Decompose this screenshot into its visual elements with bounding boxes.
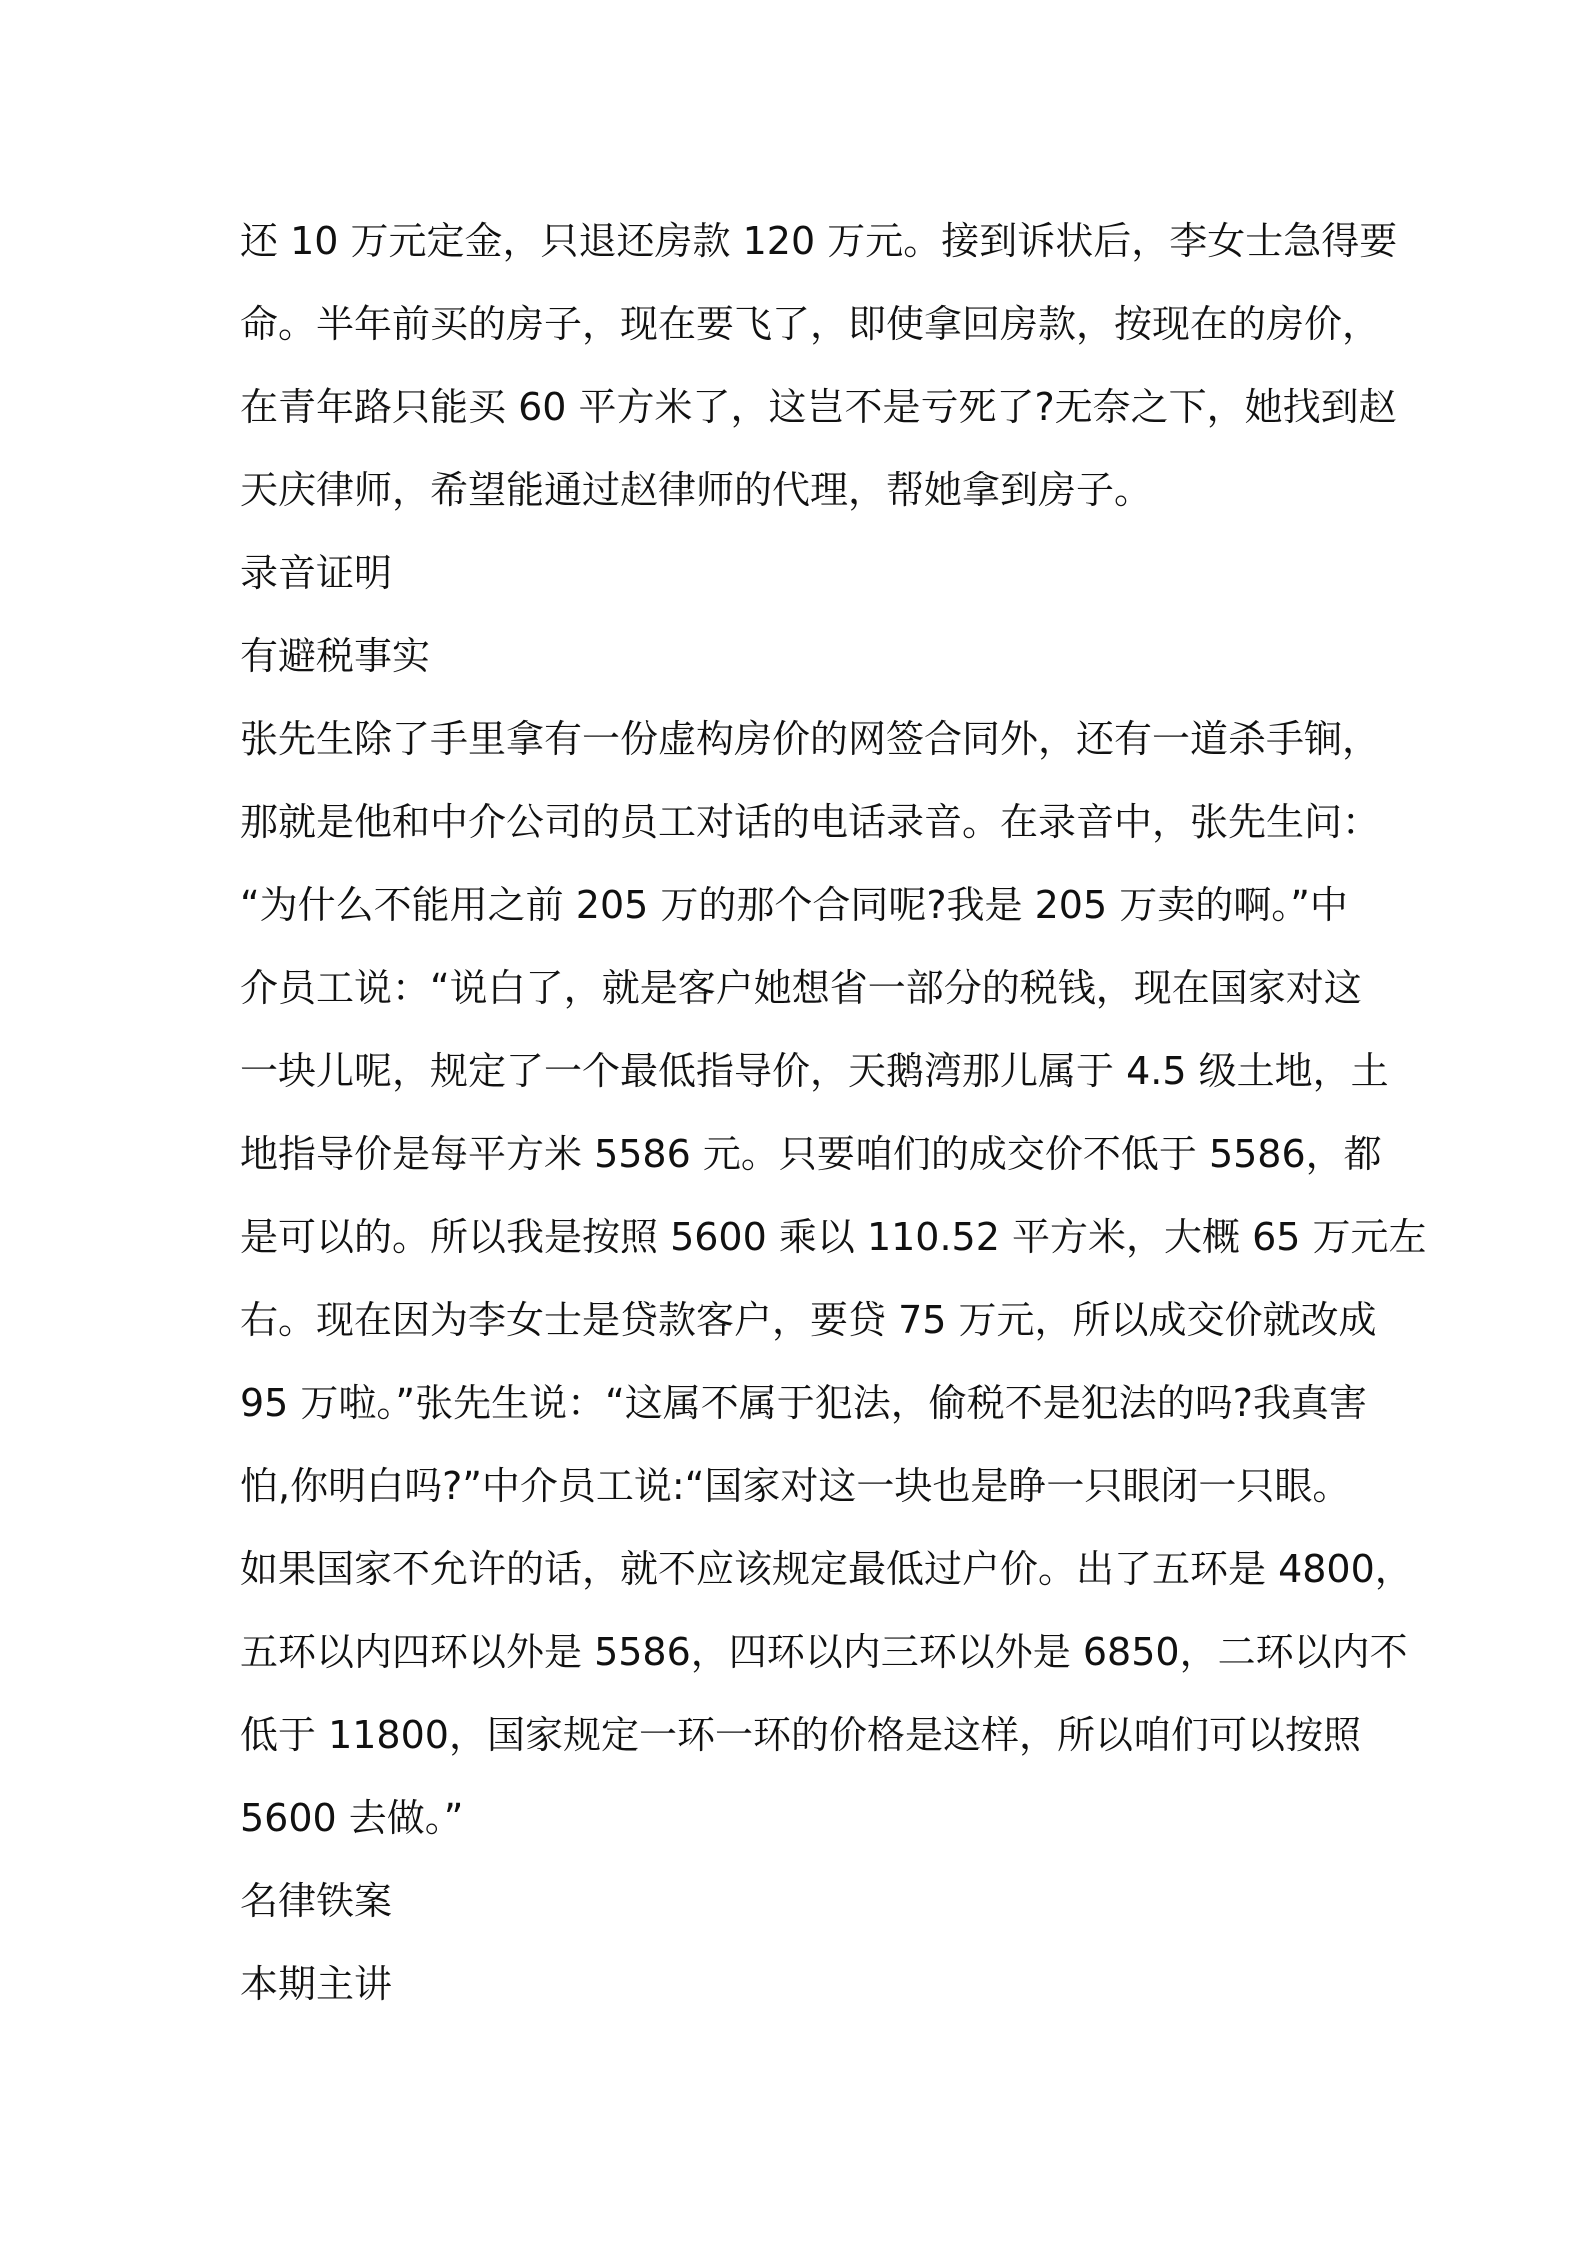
section-heading-tax-avoidance (240, 615, 1370, 698)
paragraph-2-line-10: 怕,你明白吗?”中介员工说:“国家对这一块也是睁一只眼闭一只眼。 (240, 1464, 1351, 1508)
section-heading-famous-cases (240, 1860, 1370, 1943)
paragraph-2-line-8: 右。现在因为李女士是贷款客户，要贷 75 万元，所以成交价就改成 (240, 1298, 1377, 1342)
paragraph-2-line-7: 是可以的。所以我是按照 5600 乘以 110.52 平方米，大概 65 万元左 (240, 1215, 1427, 1259)
paragraph-2-line-12: 五环以内四环以外是 5586，四环以内三环以外是 6850，二环以内不 (240, 1630, 1408, 1674)
paragraph-1-line-1: 还 10 万元定金，只退还房款 120 万元。接到诉状后，李女士急得要 (240, 219, 1398, 263)
paragraph-2-line-4: 介员工说：“说白了，就是客户她想省一部分的税钱，现在国家对这 (240, 966, 1362, 1010)
paragraph-2-line-2: 那就是他和中介公司的员工对话的电话录音。在录音中，张先生问： (240, 800, 1381, 844)
paragraph-2-line-9: 95 万啦。”张先生说：“这属不属于犯法，偷税不是犯法的吗?我真害 (240, 1381, 1367, 1425)
section-heading-this-issue-speaker (240, 1943, 1370, 2026)
section-heading-recording-proof (240, 532, 1370, 615)
paragraph-1-line-2: 命。半年前买的房子，现在要飞了，即使拿回房款，按现在的房价， (240, 302, 1381, 346)
document-page (240, 200, 1427, 2026)
heading-text: 录音证明 (240, 551, 393, 595)
paragraph-2-line-5: 一块儿呢，规定了一个最低指导价，天鹅湾那儿属于 4.5 级土地，土 (240, 1049, 1389, 1093)
heading-text: 有避税事实 (240, 634, 431, 678)
paragraph-2-line-6: 地指导价是每平方米 5586 元。只要咱们的成交价不低于 5586，都 (240, 1132, 1382, 1176)
paragraph-2-line-3: “为什么不能用之前 205 万的那个合同呢?我是 205 万卖的啊。”中 (240, 883, 1348, 927)
heading-text: 本期主讲 (240, 1962, 393, 2006)
paragraph-1 (240, 200, 1398, 532)
paragraph-1-line-4: 天庆律师，希望能通过赵律师的代理，帮她拿到房子。 (240, 468, 1153, 512)
heading-text: 名律铁案 (240, 1879, 393, 1923)
paragraph-2 (240, 698, 1427, 1860)
paragraph-2-line-11: 如果国家不允许的话，就不应该规定最低过户价。出了五环是 4800， (240, 1547, 1413, 1591)
paragraph-2-line-1: 张先生除了手里拿有一份虚构房价的网签合同外，还有一道杀手锏， (240, 717, 1381, 761)
paragraph-2-line-13: 低于 11800，国家规定一环一环的价格是这样，所以咱们可以按照 (240, 1713, 1361, 1757)
paragraph-1-line-3: 在青年路只能买 60 平方米了，这岂不是亏死了?无奈之下，她找到赵 (240, 385, 1397, 429)
paragraph-2-line-14: 5600 去做。” (240, 1796, 464, 1840)
